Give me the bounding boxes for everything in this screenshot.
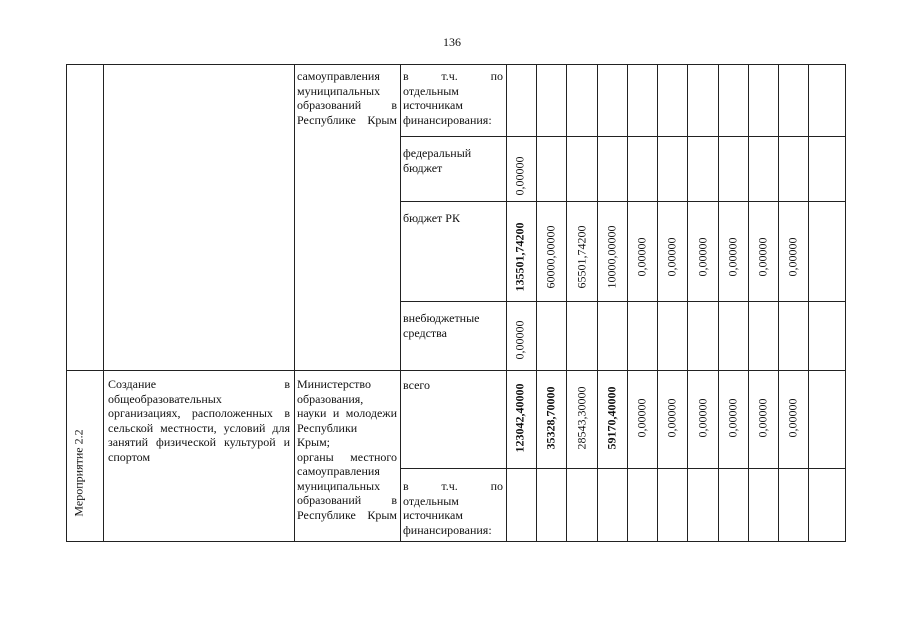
- rk-budget-year-value: 10000,00000: [604, 225, 619, 289]
- row-divider: [400, 201, 846, 202]
- total-year-value: 35328,70000: [543, 386, 558, 450]
- measure-name: [108, 377, 290, 464]
- table-border-bottom: [66, 541, 846, 542]
- text-line: организациях, расположенных в: [108, 406, 290, 420]
- text-line: самоуправления: [297, 69, 380, 83]
- text-line: спортом: [108, 449, 151, 464]
- text-line: источникам: [403, 98, 463, 112]
- text-line: самоуправления: [297, 464, 380, 478]
- rk-budget-year-value: 0,00000: [725, 237, 740, 277]
- text-line: средства: [403, 325, 448, 340]
- total-label: всего: [403, 378, 431, 392]
- text-line: федеральный: [403, 146, 472, 160]
- rk-budget-year-value: 0,00000: [755, 237, 770, 277]
- total-year-value: 0,00000: [785, 398, 800, 438]
- text-line: общеобразовательных: [108, 391, 222, 406]
- row-divider: [400, 136, 846, 137]
- text-line: Крым;: [297, 435, 330, 449]
- total-year-value: 0,00000: [725, 398, 740, 438]
- rk-budget-year-value: 0,00000: [634, 237, 649, 277]
- rk-budget-year-value: 60000,00000: [543, 225, 558, 289]
- funding-table: [66, 64, 846, 542]
- rk-budget-year-value: 0,00000: [785, 237, 800, 277]
- text-line: Республики: [297, 420, 358, 435]
- text-line: финансирования:: [403, 112, 492, 127]
- activity-divider: [66, 370, 846, 371]
- total-year-value: 0,00000: [695, 398, 709, 438]
- total-year-value: 28543,30000: [574, 386, 588, 450]
- sources-heading-bottom: [403, 479, 503, 537]
- row-divider: [400, 301, 846, 302]
- text-line: финансирования:: [403, 522, 492, 537]
- rk-budget-year-value: 0,00000: [664, 237, 679, 277]
- table-border-top: [66, 64, 846, 65]
- rk-budget-label: бюджет РК: [403, 211, 460, 225]
- column-divider: [103, 64, 104, 542]
- text-line: в т.ч. по: [403, 479, 503, 493]
- text-line: занятий физической культурой и: [108, 435, 290, 449]
- measure-number: Мероприятие 2.2: [71, 429, 86, 517]
- text-line: сельской местности, условий для: [108, 420, 290, 435]
- text-line: образований в: [297, 493, 397, 507]
- text-line: Республике Крым: [297, 112, 397, 127]
- text-line: бюджет: [403, 160, 443, 175]
- text-line: науки и молодежи: [297, 406, 397, 420]
- measure-total: 123042,40000: [512, 383, 527, 453]
- text-line: Министерство: [297, 377, 371, 391]
- text-line: образования,: [297, 391, 364, 406]
- table-border-left: [66, 64, 67, 542]
- row-divider: [400, 468, 846, 469]
- rk-budget-total: 135501,74200: [512, 222, 527, 292]
- extra-budgetary-label: [403, 311, 503, 340]
- page-number: 136: [443, 35, 461, 49]
- rk-budget-year-value: 0,00000: [695, 237, 709, 277]
- total-year-value: 0,00000: [755, 398, 770, 438]
- executor-continued: [297, 69, 397, 127]
- rk-budget-year-value: 65501,74200: [574, 225, 588, 289]
- federal-budget-total: 0,00000: [512, 156, 527, 196]
- total-year-value: 59170,40000: [604, 386, 619, 450]
- text-line: отдельным: [403, 83, 459, 98]
- column-divider: [294, 64, 295, 542]
- total-year-value: 0,00000: [664, 398, 679, 438]
- text-line: внебюджетные: [403, 311, 480, 325]
- text-line: Республике Крым: [297, 507, 397, 522]
- extra-budgetary-total: 0,00000: [512, 320, 527, 360]
- text-line: органы местного: [297, 449, 397, 464]
- text-line: образований в: [297, 98, 397, 112]
- total-year-value: 0,00000: [634, 398, 649, 438]
- text-line: Создание в: [108, 377, 290, 391]
- text-line: отдельным: [403, 493, 459, 508]
- text-line: муниципальных: [297, 83, 381, 98]
- text-line: муниципальных: [297, 478, 381, 493]
- text-line: в т.ч. по: [403, 69, 503, 83]
- federal-budget-label: [403, 146, 503, 175]
- text-line: источникам: [403, 508, 463, 522]
- measure-executor: [297, 377, 397, 522]
- sources-heading: [403, 69, 503, 127]
